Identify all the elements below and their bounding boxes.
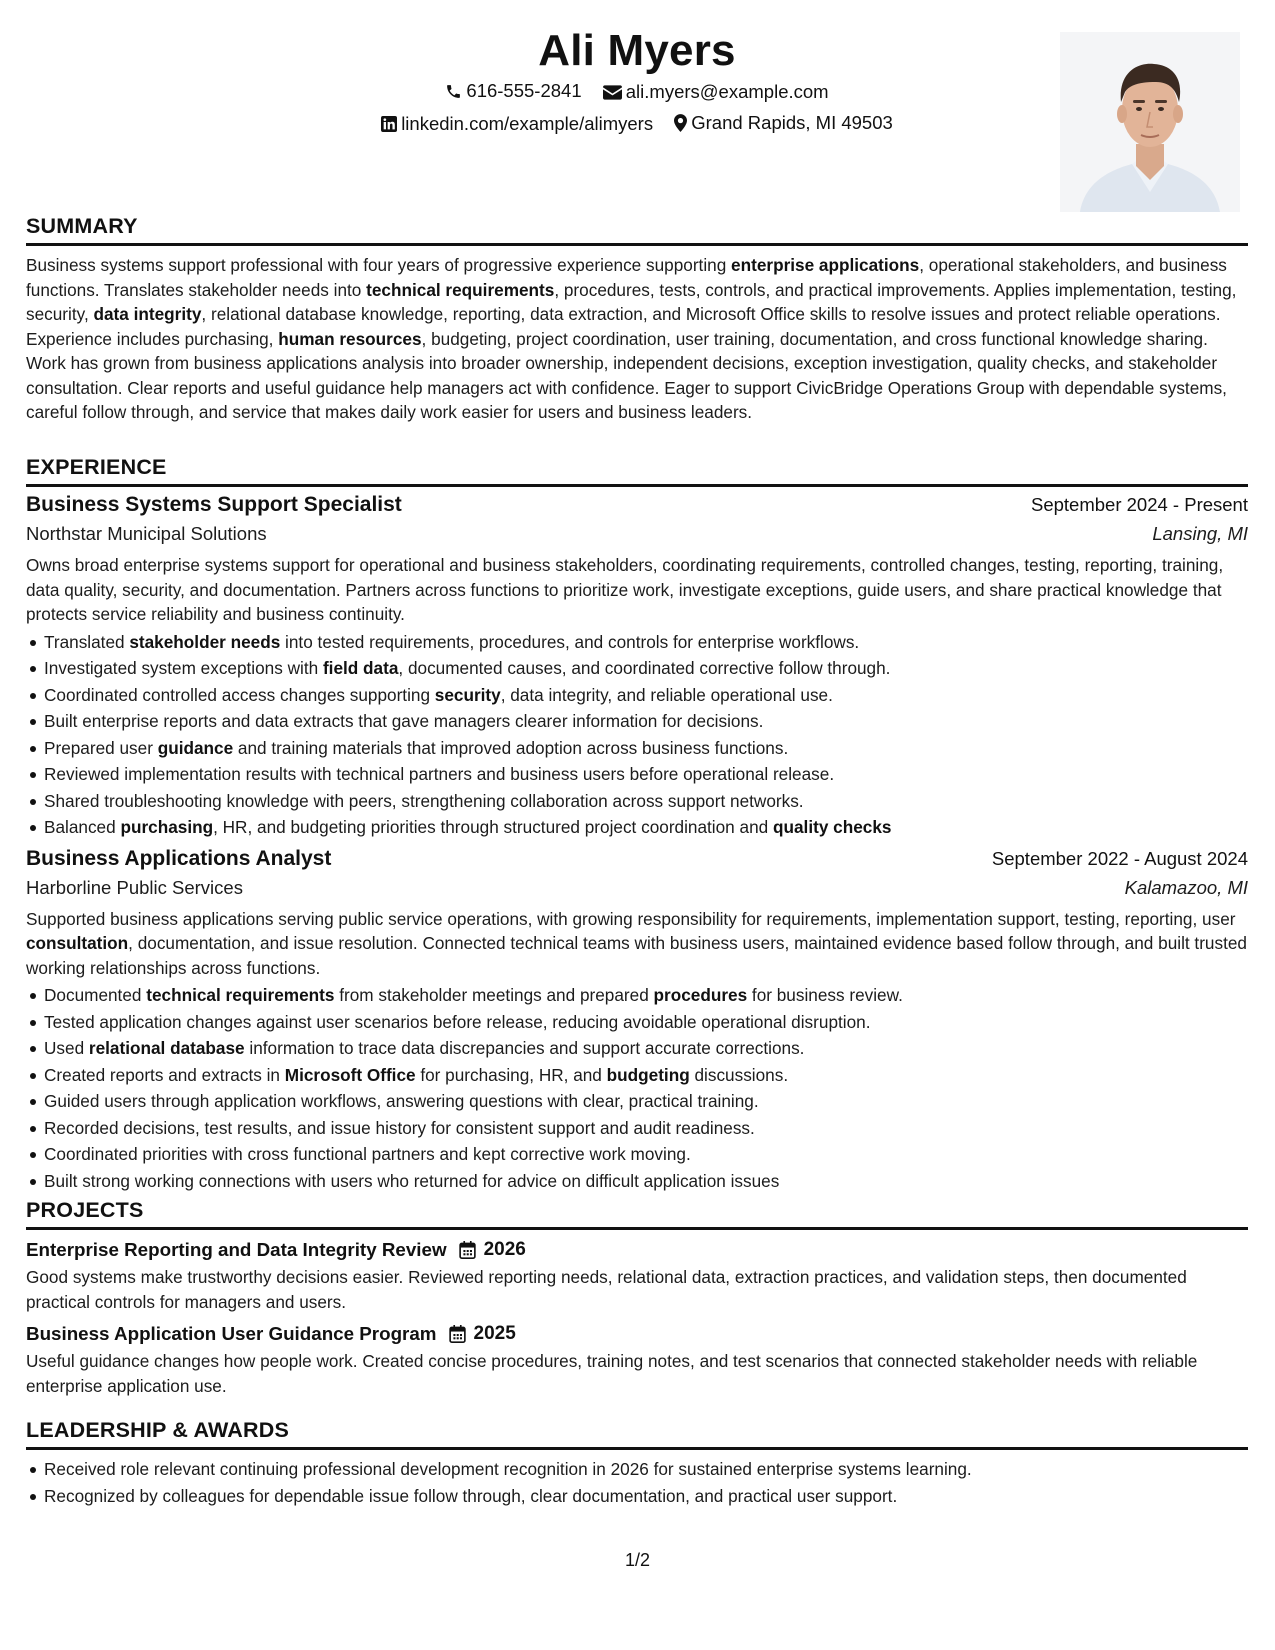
job-bullets	[26, 982, 1248, 1194]
text-segment: Prepared user	[44, 737, 158, 758]
bullet-item	[26, 761, 1248, 788]
job-dates: September 2022 - August 2024	[991, 847, 1248, 869]
text-segment: Coordinated controlled access changes supporting	[44, 684, 435, 705]
job-entry	[26, 493, 1248, 841]
calendar-icon	[459, 1241, 476, 1259]
bold-keyword: purchasing	[120, 817, 214, 837]
bullet-item	[26, 1115, 1248, 1142]
projects-section	[26, 1198, 1248, 1398]
job-location: Kalamazoo, MI	[1124, 876, 1248, 898]
text-segment: , HR, and budgeting priorities through structured project coordination and	[213, 817, 773, 837]
bold-keyword: data integrity	[93, 304, 202, 324]
bold-keyword: consultation	[26, 933, 129, 953]
leadership-heading: LEADERSHIP & AWARDS	[26, 1418, 1248, 1450]
job-description	[26, 553, 1248, 627]
bullet-item	[26, 1088, 1248, 1115]
page-number: 1/2	[624, 1550, 651, 1570]
resume-header	[26, 20, 1248, 220]
phone-item[interactable]	[445, 80, 581, 102]
map-pin-icon	[674, 114, 687, 132]
text-segment: , relational database knowledge, reporting, data extraction, and Microsoft Office skills to resolve issues and protect reliable operations. Experience includes purchasing,	[26, 304, 1221, 349]
leadership-bullets	[26, 1456, 1248, 1509]
calendar-icon	[449, 1325, 466, 1343]
bold-keyword: Microsoft Office	[284, 1064, 416, 1085]
summary-section	[26, 214, 1248, 425]
text-segment: Created reports and extracts in	[44, 1064, 285, 1085]
text-segment: Tested application changes against user scenarios before release, reducing avoidable operational disruption.	[44, 1011, 871, 1032]
bullet-item	[26, 1141, 1248, 1168]
summary-text	[26, 253, 1248, 425]
linkedin-item[interactable]	[381, 113, 653, 135]
text-segment: Shared troubleshooting knowledge with peers, strengthening collaboration across support networks.	[44, 790, 804, 811]
text-segment: Balanced	[44, 817, 121, 837]
job-dates: September 2024 - Present	[1031, 494, 1248, 515]
project-entry	[26, 1323, 1248, 1398]
bullet-item	[26, 655, 1248, 682]
email-text: ali.myers@example.com	[625, 81, 829, 102]
leadership-section	[26, 1418, 1248, 1509]
text-segment: Built strong working connections with users who returned for advice on difficult application issues	[44, 1170, 780, 1191]
envelope-icon	[603, 85, 622, 100]
bullet-item	[26, 629, 1248, 656]
bold-keyword: quality checks	[772, 817, 892, 837]
project-title: Enterprise Reporting and Data Integrity Review	[26, 1239, 447, 1260]
email-item[interactable]	[603, 81, 829, 103]
bold-keyword: human resources	[278, 328, 422, 349]
phone-icon	[445, 83, 462, 100]
text-segment: , budgeting, project coordination, user training, documentation, and cross functional knowledge sharing. Work has grown from business applications analysis into broader ownership, independent decisions, exception investigation, quality checks, and stakeholder consultation. Clear reports and useful guidance help managers act with confidence. Eager to support CivicBridge Operations Group with dependable systems, careful follow through, and service that makes daily work easier for users and business leaders.	[26, 328, 1227, 422]
bold-keyword: budgeting	[606, 1064, 690, 1085]
bullet-item	[26, 1168, 1248, 1195]
text-segment: information to trace data discrepancies and support accurate corrections.	[244, 1038, 805, 1058]
company-name: Harborline Public Services	[26, 876, 243, 898]
text-segment: Used	[44, 1038, 89, 1058]
bold-keyword: security	[434, 684, 501, 705]
bold-keyword: technical requirements	[146, 985, 335, 1005]
project-date	[449, 1323, 516, 1345]
job-location: Lansing, MI	[1152, 523, 1248, 544]
job-description	[26, 907, 1248, 981]
job-title: Business Applications Analyst	[26, 846, 332, 870]
text-segment: Translated	[44, 631, 130, 652]
project-description: Good systems make trustworthy decisions easier. Reviewed reporting needs, relational data, extraction practices, and validation steps, then documented practical controls for managers and users.	[26, 1267, 1187, 1312]
text-segment: , data integrity, and reliable operational use.	[500, 684, 833, 705]
bullet-item	[26, 682, 1248, 709]
phone-text: 616-555-2841	[466, 80, 582, 101]
summary-heading: SUMMARY	[26, 214, 1248, 246]
job-title: Business Systems Support Specialist	[26, 493, 402, 516]
text-segment: Reviewed implementation results with technical partners and business users before operational release.	[44, 764, 835, 784]
bullet-item	[26, 1062, 1248, 1089]
linkedin-text: linkedin.com/example/alimyers	[401, 113, 654, 134]
text-segment: , documented causes, and coordinated corrective follow through.	[398, 658, 891, 678]
text-segment: , documentation, and issue resolution. Connected technical teams with business users, maintained evidence based follow through, and built trusted working relationships across functions.	[26, 933, 1247, 978]
linkedin-icon	[381, 116, 397, 132]
text-segment: Coordinated priorities with cross functional partners and kept corrective work moving.	[44, 1144, 691, 1164]
bold-keyword: field data	[322, 658, 399, 678]
text-segment: for business review.	[747, 985, 903, 1005]
bullet-item	[26, 708, 1248, 735]
text-segment: into tested requirements, procedures, and controls for enterprise workflows.	[280, 631, 860, 652]
text-segment: Business systems support professional with four years of progressive experience supporting	[26, 255, 732, 275]
text-segment: Owns broad enterprise systems support for operational and business stakeholders, coordinating requirements, controlled changes, testing, reporting, training, data quality, security, and documentation. Partners across functions to prioritize work, investigate exceptions, guide users, and share practical knowledge that protects service reliability and business continuity.	[26, 555, 1224, 624]
location-item	[674, 112, 893, 134]
award-item: Recognized by colleagues for dependable issue follow through, clear documentation, and practical user support.	[26, 1483, 1248, 1510]
text-segment: Documented	[44, 985, 147, 1005]
project-description: Useful guidance changes how people work. Created concise procedures, training notes, and test scenarios that connected stakeholder needs with reliable enterprise application use.	[26, 1351, 1198, 1396]
project-entry	[26, 1239, 1248, 1314]
company-name: Northstar Municipal Solutions	[26, 523, 267, 544]
text-segment: discussions.	[689, 1064, 789, 1085]
award-item: Received role relevant continuing professional development recognition in 2026 for sustained enterprise systems learning.	[26, 1456, 1248, 1483]
bold-keyword: technical requirements	[366, 279, 555, 300]
text-segment: Built enterprise reports and data extracts that gave managers clearer information for decisions.	[44, 711, 764, 731]
experience-section	[26, 455, 1248, 1194]
bullet-item	[26, 788, 1248, 815]
text-segment: , operational stakeholders, and business functions. Translates stakeholder needs into	[26, 255, 1227, 300]
bullet-item	[26, 1035, 1248, 1062]
experience-heading: EXPERIENCE	[26, 455, 1248, 487]
bold-keyword: procedures	[653, 985, 748, 1005]
text-segment: Recorded decisions, test results, and issue history for consistent support and audit readiness.	[44, 1117, 755, 1138]
text-segment: Guided users through application workflows, answering questions with clear, practical training.	[44, 1091, 759, 1111]
location-text: Grand Rapids, MI 49503	[691, 112, 893, 133]
job-bullets	[26, 629, 1248, 841]
text-segment: and training materials that improved adoption across business functions.	[233, 737, 789, 758]
bullet-item	[26, 735, 1248, 762]
bold-keyword: guidance	[157, 737, 234, 758]
project-title: Business Application User Guidance Program	[26, 1323, 437, 1344]
projects-heading: PROJECTS	[26, 1198, 1248, 1230]
text-segment: for purchasing, HR, and	[415, 1064, 607, 1085]
text-segment: Supported business applications serving public service operations, with growing responsibility for requirements, implementation support, testing, reporting, user	[26, 908, 1236, 929]
bold-keyword: relational database	[88, 1038, 245, 1058]
bullet-item	[26, 1009, 1248, 1036]
candidate-name: Ali Myers	[538, 26, 736, 75]
project-year: 2025	[473, 1323, 516, 1344]
text-segment: Investigated system exceptions with	[44, 658, 323, 678]
text-segment: , procedures, tests, controls, and practical improvements. Applies implementation, testing, security,	[26, 279, 1237, 324]
project-date	[459, 1239, 526, 1261]
profile-photo	[1060, 32, 1240, 212]
job-entry	[26, 847, 1248, 1195]
bullet-item	[26, 814, 1248, 841]
bullet-item	[26, 982, 1248, 1009]
text-segment: from stakeholder meetings and prepared	[334, 985, 654, 1005]
bold-keyword: enterprise applications	[731, 255, 920, 275]
project-year: 2026	[483, 1239, 526, 1260]
bold-keyword: stakeholder needs	[129, 631, 281, 652]
